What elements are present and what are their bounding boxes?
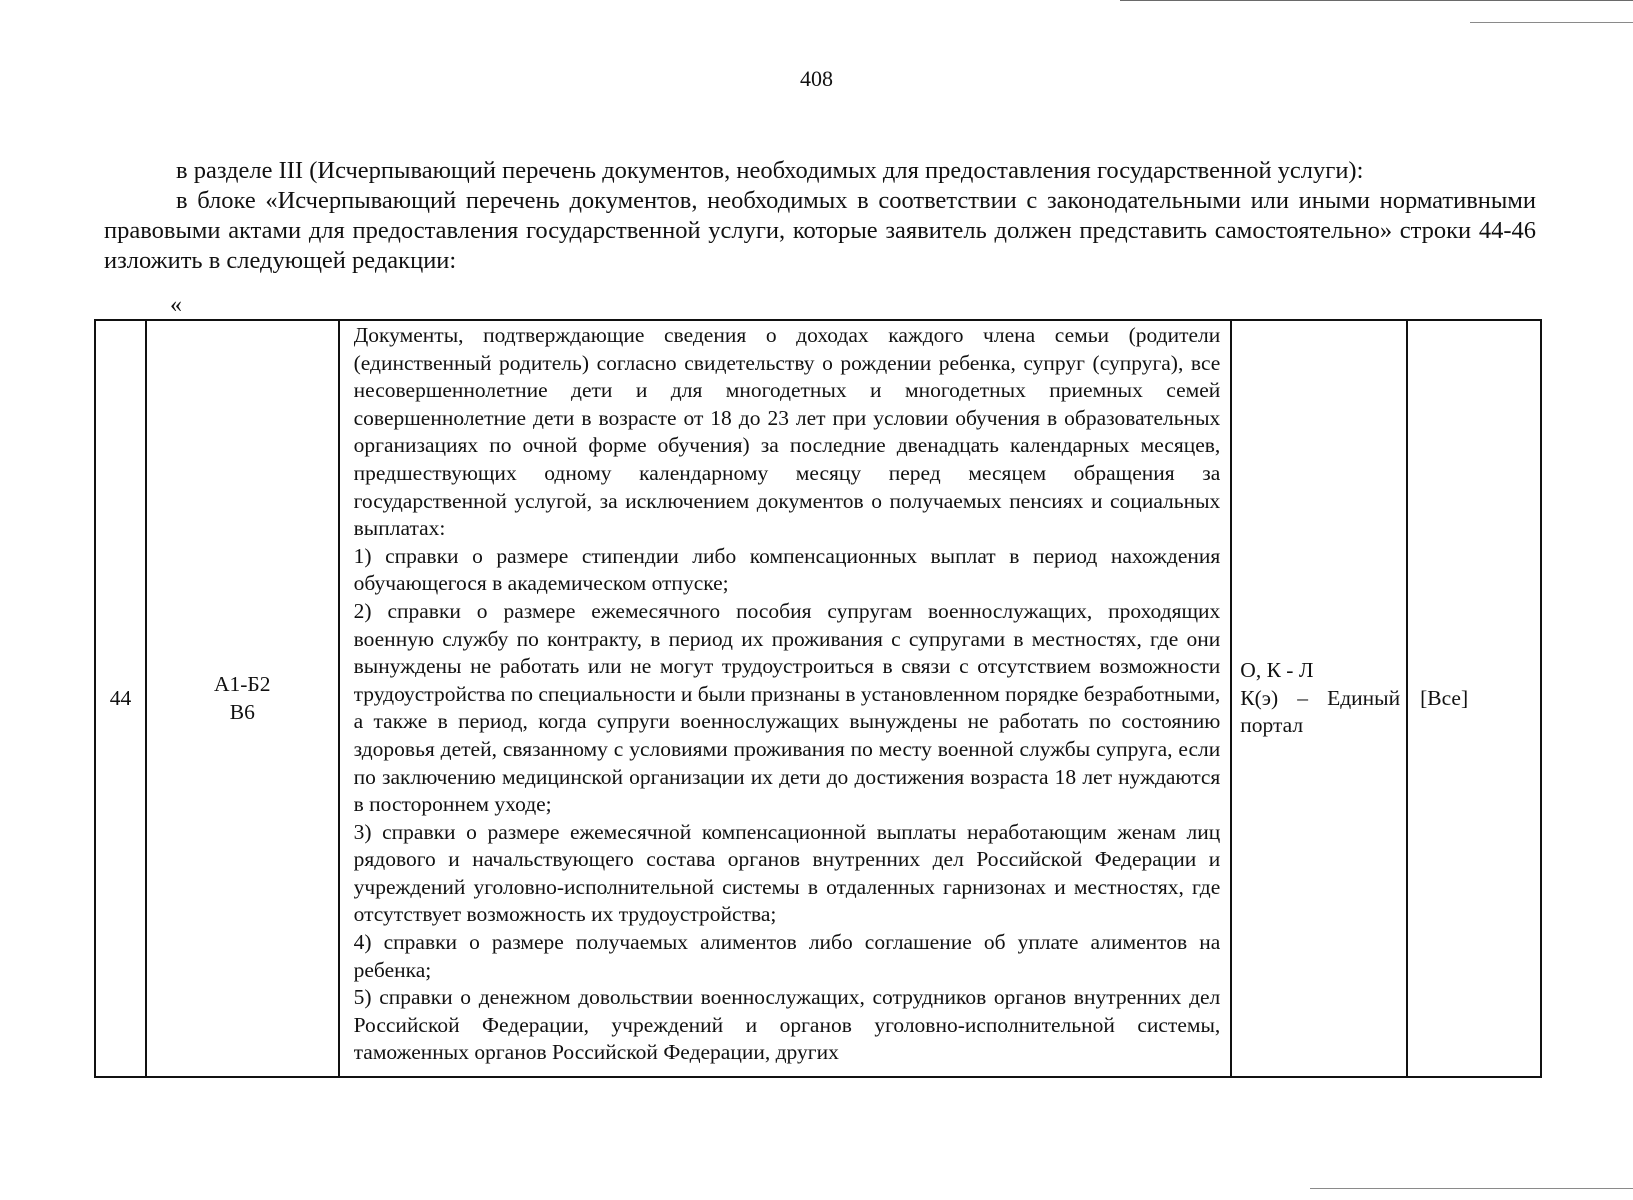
opening-quote: « — [170, 292, 182, 318]
row-number: 44 — [95, 320, 146, 1077]
row-applicants: [Все] — [1407, 320, 1541, 1077]
scan-edge-line — [1310, 1188, 1633, 1189]
document-paragraph: 4) справки о размере получаемых алиментов либо соглашение об уплате алиментов на ребенка; — [353, 930, 1221, 982]
intro-line-block: в блоке «Исчерпывающий перечень документов, необходимых в соответствии с законодательными или иными нормативными правовыми актами для предоставления государственной услуги, которые заявитель должен представить самостоятельно» строки 44-46 изложить в следующей редакции: — [104, 187, 1536, 274]
table-row — [95, 320, 1541, 1077]
row-code-line: А1-Б2 — [214, 671, 271, 696]
scan-edge-line — [1120, 0, 1633, 1]
row-code — [146, 320, 339, 1077]
document-paragraph: Документы, подтверждающие сведения о доходах каждого члена семьи (родители (единственный родитель) согласно свидетельству о рождении ребенка, супруг (супруга), все несовершеннолетние дети и для многодетных и многодетных приемных семей совершеннолетние дети в возрасте от 18 до 23 лет при условии обучения в образовательных организациях по очной форме обучения) за последние двенадцать календарных месяцев, предшествующих одному календарному месяцу перед месяцем обращения за государственной услугой, за исключением документов о получаемых пенсиях и социальных выплатах: — [353, 323, 1221, 541]
page-number: 408 — [800, 66, 833, 91]
row-code-line: В6 — [229, 699, 255, 724]
document-paragraph: 5) справки о денежном довольствии военнослужащих, сотрудников органов внутренних дел Российской Федерации, учреждений и органов уголовно-исполнительной системы, таможенных органов Российской Федерации, других — [353, 985, 1221, 1065]
intro-text — [104, 156, 1536, 276]
document-paragraph: 3) справки о размере ежемесячной компенсационной выплаты неработающим женам лиц рядового и начальствующего состава органов внутренних дел Российской Федерации и учреждений уголовно-исполнительной системы в отдаленных гарнизонах и местностях, где отсутствует возможность их трудоустройства; — [353, 819, 1221, 927]
form-line: О, К - Л — [1240, 658, 1314, 683]
document-paragraph: 1) справки о размере стипендии либо компенсационных выплат в период нахождения обучающегося в академическом отпуске; — [353, 543, 1221, 596]
row-submission-form — [1231, 320, 1407, 1077]
row-documents — [339, 320, 1232, 1077]
intro-line-section: в разделе III (Исчерпывающий перечень документов, необходимых для предоставления государственной услуги): — [176, 157, 1364, 184]
documents-table — [94, 319, 1542, 1078]
form-line: портал — [1240, 713, 1304, 738]
form-line: К(э) – Единый — [1240, 685, 1401, 710]
document-paragraph: 2) справки о размере ежемесячного пособия супругам военнослужащих, проходящих военную службу по контракту, в период их проживания с супругами в местностях, где они вынуждены не работать или не могут трудоустроиться в связи с отсутствием возможности трудоустройства по специальности и были признаны в установленном порядке безработными, а также в период, когда супруги военнослужащих вынуждены не работать по состоянию здоровья детей, связанному с условиями проживания по месту военной службы супруга, если по заключению медицинской организации их дети до достижения возраста 18 лет нуждаются в постороннем уходе; — [353, 598, 1221, 817]
scan-edge-line — [1470, 22, 1633, 23]
